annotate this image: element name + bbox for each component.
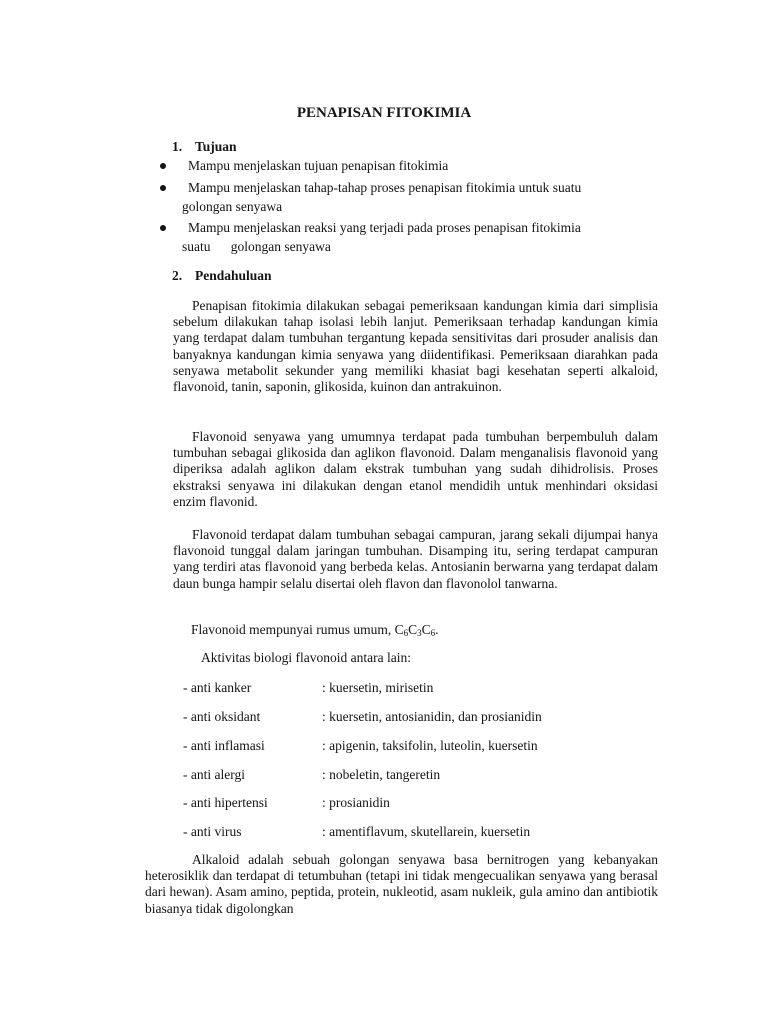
activity-name: - anti inflamasi [183,738,265,753]
activity-compounds: : apigenin, taksifolin, luteolin, kuersetin [322,738,538,753]
activity-compounds: : amentiflavum, skutellarein, kuersetin [322,824,531,839]
list-item [158,178,678,216]
formula-subscript: 6 [430,628,436,638]
list-item-text: Mampu menjelaskan tujuan penapisan fitokimia [188,158,449,173]
formula-subscript: 6 [403,628,409,638]
list-item-text-continued: suatu golongan senyawa [182,239,331,254]
paragraph-flavonoid-intro: Flavonoid senyawa yang umumnya terdapat pada tumbuhan berpembuluh dalam tumbuhan sebagai glikosida dan aglikon flavonoid. Dalam menganalisis flavonoid yang diperiksa adalah aglikon dalam ekstrak tumbuhan yang sudah dihidrolisis. Proses ekstraksi senyawa ini dilakukan dengan etanol mendidih untuk menhindari oksidasi enzim flavonid. [173,429,658,509]
activity-compounds: : kuersetin, antosianidin, dan prosianidin [322,709,542,724]
objectives-list [158,156,678,259]
list-item-text: Mampu menjelaskan tahap-tahap proses penapisan fitokimia untuk suatu [188,179,582,195]
formula-suffix: . [435,622,439,637]
bullet-icon [160,185,166,191]
activity-compounds: : kuersetin, mirisetin [322,680,434,695]
activity-name: - anti oksidant [183,709,261,724]
section-title: Pendahuluan [195,268,272,283]
list-item [158,218,678,256]
paragraph-alkaloid: Alkaloid adalah sebuah golongan senyawa basa bernitrogen yang kebanyakan heterosiklik dan terdapat di tetumbuhan (tetapi ini tidak mengecualikan senyawa yang berasal dari hewan). Asam amino, peptida, protein, nukleotid, asam nukleik, gula amino dan antibiotik biasanya tidak digolongkan [145,852,658,916]
activity-compounds: : prosianidin [322,795,390,810]
paragraph-penapisan: Penapisan fitokimia dilakukan sebagai pemeriksaan kandungan kimia dari simplisia sebelum dilakukan tahap isolasi lebih lanjut. Pemeriksaan terhadap kandungan kimia yang terdapat dalam tumbuhan tergantung kepada sensitivitas dari prosuder analisis dan banyaknya kandungan kimia senyawa yang diidentifikasi. Pemeriksaan diarahkan pada senyawa metabolit sekunder yang memiliki khasiat bagi kesehatan seperti alkaloid, flavonoid, tanin, saponin, glikosida, kuinon dan antrakuinon. [173,298,658,395]
activity-compounds: : nobeletin, tangeretin [322,767,441,782]
bullet-icon [160,163,166,169]
list-item-text-continued: golongan senyawa [182,198,283,214]
document-title: PENAPISAN FITOKIMIA [296,105,472,121]
activity-name: - anti hipertensi [183,795,268,810]
bullet-icon [160,225,166,231]
formula-subscript: 3 [417,628,422,638]
formula-line [191,622,439,639]
activity-name: - anti kanker [183,680,252,695]
paragraph-flavonoid-campuran: Flavonoid terdapat dalam tumbuhan sebagai campuran, jarang sekali dijumpai hanya flavonoid tunggal dalam jaringan tumbuhan. Disamping itu, sering terdapat campuran yang terdiri atas flavonoid yang berbeda kelas. Antosianin berwarna yang terdapat dalam daun bunga hampir selalu disertai oleh flavon dan flavonolol tanwarna. [173,527,658,591]
section-number: 1. [172,139,183,154]
list-item-text: Mampu menjelaskan reaksi yang terjadi pada proses penapisan fitokimia [188,220,581,235]
section-title: Tujuan [195,139,237,154]
activity-name: - anti virus [183,824,242,839]
formula-part: C [408,622,418,637]
section-number: 2. [172,268,183,283]
activity-name: - anti alergi [183,767,245,782]
list-item [158,156,678,175]
formula-prefix: Flavonoid mempunyai rumus umum, C [191,622,404,637]
formula-part: C [421,622,431,637]
activity-intro: Aktivitas biologi flavonoid antara lain: [201,650,411,665]
